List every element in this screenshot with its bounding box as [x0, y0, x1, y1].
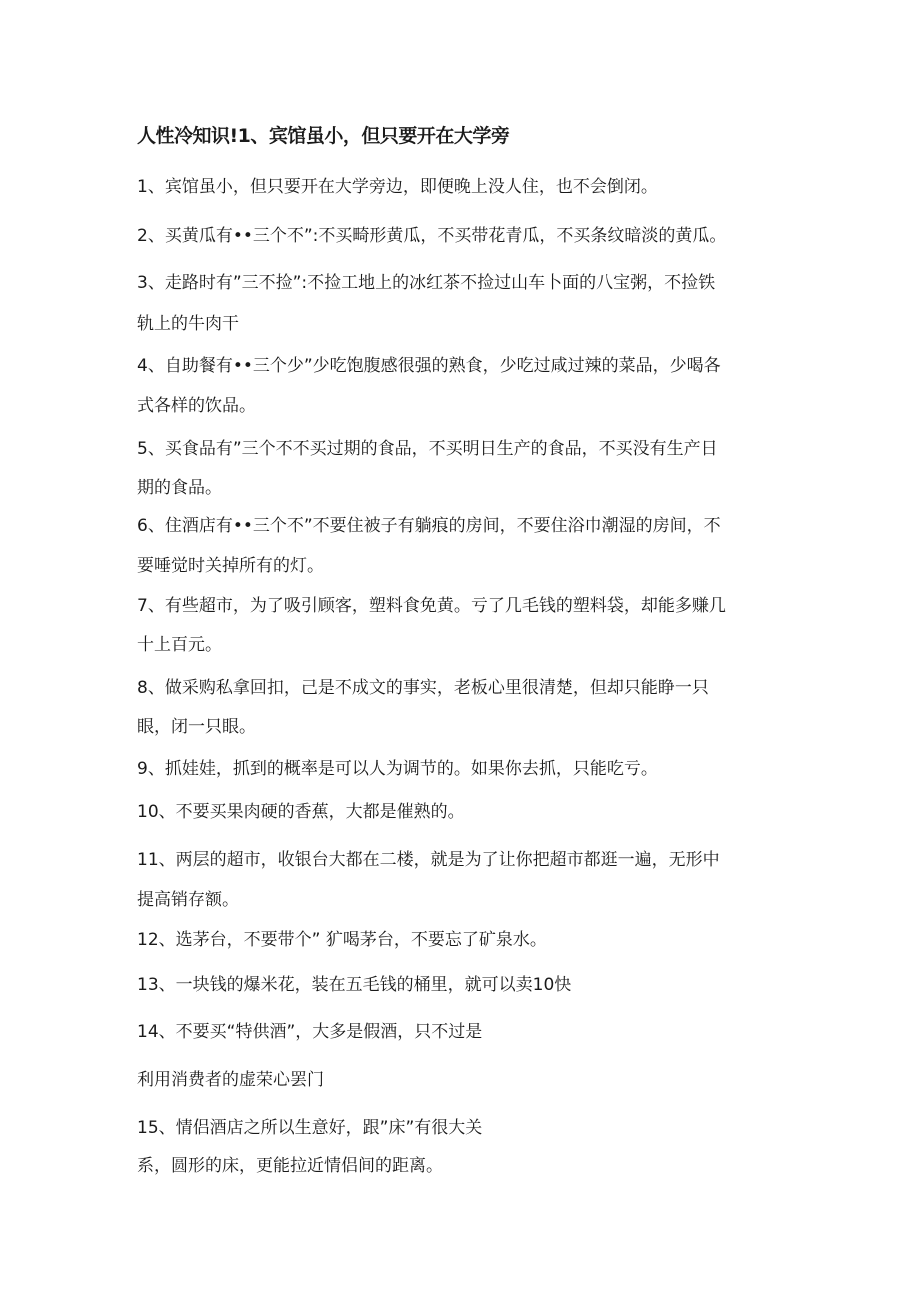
text-line: 8、做采购私拿回扣，己是不成文的事实，老板心里很清楚，但却只能睁一只: [137, 678, 709, 698]
text-line: 6、住酒店有••三个不”不要住被子有躺痕的房间，不要住浴巾潮湿的房间，不: [137, 516, 721, 536]
text-line: 十上百元。: [137, 635, 222, 655]
text-line: 要唾觉时关掉所有的灯。: [137, 556, 324, 576]
text-line: 14、不要买“特供酒”，大多是假酒，只不过是: [137, 1022, 483, 1042]
text-line: 10、不要买果肉硬的香蕉，大都是催熟的。: [137, 802, 465, 822]
text-line: 3、走路时有”三不捡”:不捡工地上的冰红茶不捡过山车卜面的八宝粥，不捡铁: [137, 273, 716, 293]
text-line: 9、抓娃娃，抓到的概率是可以人为调节的。如果你去抓，只能吃亏。: [137, 759, 658, 779]
text-line: 5、买食品有”三个不不买过期的食品，不买明日生产的食品，不买没有生产日: [137, 439, 718, 459]
document-title: 人性冷知识!1、宾馆虽小，但只要开在大学旁: [137, 125, 510, 147]
text-line: 系，圆形的床，更能拉近情侣间的距离。: [137, 1156, 443, 1176]
text-line: 12、选茅台，不要带个” 犷喝茅台，不要忘了矿泉水。: [137, 930, 547, 950]
text-line: 1、宾馆虽小，但只要开在大学旁边，即便晚上没人住，也不会倒闭。: [137, 177, 658, 197]
text-line: 轨上的牛肉干: [137, 314, 239, 334]
text-line: 13、一块钱的爆米花，装在五毛钱的桶里，就可以卖10快: [137, 975, 572, 995]
text-line: 15、情侣酒店之所以生意好，跟”床”有很大关: [137, 1118, 483, 1138]
text-line: 式各样的饮品。: [137, 396, 256, 416]
text-line: 提高销存额。: [137, 890, 239, 910]
text-line: 2、买黄瓜有••三个不”:不买畸形黄瓜，不买带花青瓜，不买条纹暗淡的黄瓜。: [137, 226, 727, 246]
text-line: 4、自助餐有••三个少”少吃饱腹感很强的熟食，少吃过咸过辣的菜品，少喝各: [137, 356, 721, 376]
text-line: 11、两层的超市，收银台大都在二楼，就是为了让你把超市都逛一遍，无形中: [137, 850, 720, 870]
text-line: 7、有些超市，为了吸引顾客，塑料食免黄。亏了几毛钱的塑料袋，却能多赚几: [137, 596, 726, 616]
text-line: 眼，闭一只眼。: [137, 717, 256, 737]
text-line: 利用消费者的虚荣心罢门: [137, 1070, 324, 1090]
text-line: 期的食品。: [137, 478, 222, 498]
